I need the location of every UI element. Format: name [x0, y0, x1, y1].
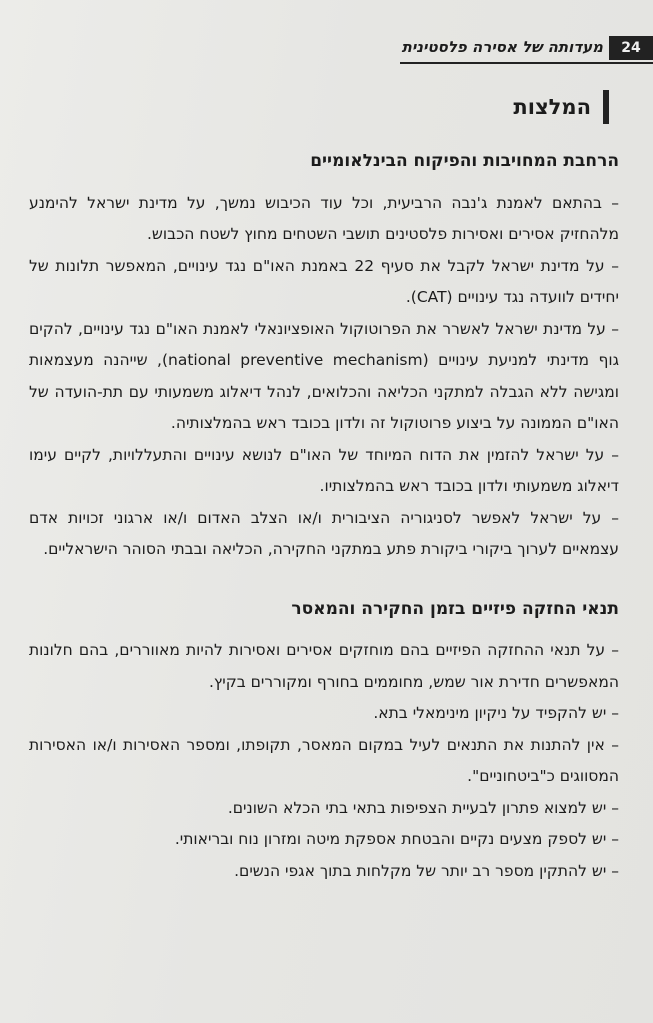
recommendation-item: – בהתאם לאמנת ג'נבה הרביעית, וכל עוד הכיבוש נמשך, על מדינת ישראל להימנע מלהחזיק אסירים ואסירות פלסטינים תושבי השטחים מחוץ לשטח הכבוש. [29, 188, 619, 251]
recommendation-item: – יש לספק מצעים נקיים והבטחת אספקת מיטה ומזרון נוח ובריאותי. [29, 824, 619, 856]
recommendation-item: – על מדינת ישראל לקבל את סעיף 22 באמנת האו"ם נגד עינויים, המאפשר תלונות של יחידים לוועדה נגד עינויים (CAT). [29, 251, 619, 314]
subsection-heading-international-oversight: הרחבת המחויבות והפיקוח הבינלאומיים [310, 151, 619, 171]
recommendation-item: – על ישראל להזמין את הדוח המיוחד של האו"ם לנושא עינויים והתעללויות, לקיים עימו דיאלוג משמעותי ולדון בכובד ראש בהמלצותיו. [29, 440, 619, 503]
running-header [400, 36, 653, 64]
recommendation-item: – על מדינת ישראל לאשרר את הפרוטוקול האופציונאלי לאמנת האו"ם נגד עינויים, להקים גוף מדינתי למניעת עינויים (national preventive mechanism), שייהנה מעצמאות ומגישה ללא הגבלה למתקני הכליאה והכלואים, לנהל דיאלוג משמעותי עם תת-הועדה של האו"ם הממונה על ביצוע פרוטוקול זה ולדון בכובד ראש בהמלצותיה. [29, 314, 619, 440]
page-body [29, 146, 619, 887]
recommendation-item: – אין להתנות את התנאים לעיל במקום המאסר, תקופתו, ומספר האסירות ו/או האסירות המסווגים כ"ביטחוניים". [29, 730, 619, 793]
subsection-heading-detention-conditions: תנאי החזקה פיזיים בזמן החקירה והמאסר [291, 598, 619, 619]
recommendation-item: – יש למצוא פתרון לבעיית הצפיפות בתאי בתי הכלא השונים. [29, 793, 619, 825]
recommendation-item: – יש להתקין מספר רב יותר של מקלחות בתוך אגפי הנשים. [29, 856, 619, 888]
running-header-title: מעדותה של אסירה פלסטינית [401, 38, 603, 56]
recommendation-item: – על ישראל לאפשר לסניגוריה הציבורית ו/או הצלב האדום ו/או ארגוני זכויות אדם עצמאיים לערוך ביקורי ביקורת פתע במתקני החקירה, הכליאה ובבתי הסוהר הישראליים. [29, 503, 619, 566]
page-number: 24 [609, 36, 653, 60]
section-title: המלצות [513, 90, 609, 124]
recommendation-item: – יש להקפיד על ניקיון מינימאלי בתא. [29, 698, 619, 730]
recommendation-item: – על תנאי ההחזקה הפיזיים בהם מוחזקים אסירים ואסירות להיות מאווררים, בהם חלונות המאפשרים חדירת אור שמש, מחוממים בחורף ומקוררים בקיץ. [29, 635, 619, 698]
